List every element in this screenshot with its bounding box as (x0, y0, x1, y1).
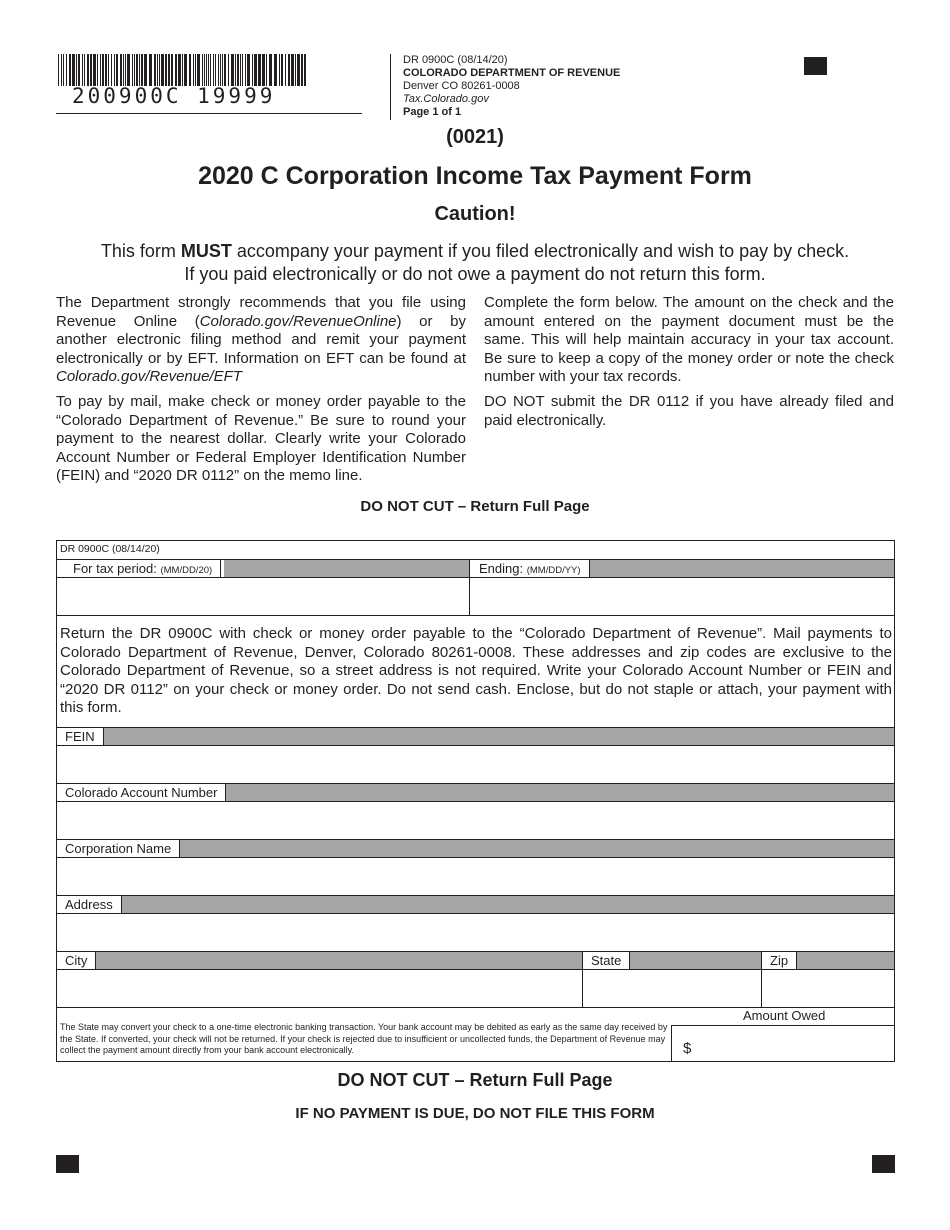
barcode-bar (66, 54, 67, 86)
zip-input[interactable] (762, 970, 894, 1006)
barcode-bar (279, 54, 280, 86)
registration-mark-bottom-right (872, 1155, 895, 1173)
barcode-bar (178, 54, 181, 86)
barcode-bar (136, 54, 138, 86)
barcode-bar (266, 54, 267, 86)
barcode-bar (215, 54, 216, 86)
barcode-bar (291, 54, 294, 86)
barcode-bar (222, 54, 223, 86)
barcode-bar (87, 54, 89, 86)
barcode-bar (301, 54, 303, 86)
barcode-bar (304, 54, 306, 86)
registration-mark-bottom-left (56, 1155, 79, 1173)
do-not-cut-top: DO NOT CUT – Return Full Page (360, 498, 590, 515)
barcode-bar (123, 54, 124, 86)
barcode-bar (149, 54, 152, 86)
barcode-bar (206, 54, 207, 86)
ending-label (471, 560, 590, 578)
barcode-bar (134, 54, 135, 86)
department-address: Denver CO 80261-0008 (403, 80, 520, 92)
barcode-bar (197, 54, 200, 86)
must-notice-text-b: accompany your payment if you filed electronically and wish to pay by check. (231, 241, 850, 261)
barcode-bar (224, 54, 226, 86)
must-notice-line2: If you paid electronically or do not owe a payment do not return this form. (184, 264, 766, 284)
barcode-bar (144, 54, 147, 86)
do-not-cut-bottom: DO NOT CUT – Return Full Page (337, 1070, 613, 1090)
barcode-bar (242, 54, 243, 86)
barcode-bar (204, 54, 205, 86)
barcode-bar (141, 54, 143, 86)
barcode-bar (218, 54, 219, 86)
barcode-bar (175, 54, 177, 86)
barcode-bar (132, 54, 133, 86)
barcode-bar (220, 54, 221, 86)
do-not-submit-paragraph: DO NOT submit the DR 0112 if you have already filed and paid electronically. (484, 392, 894, 429)
barcode-bar (269, 54, 272, 86)
barcode-bar (252, 54, 253, 86)
barcode-bar (231, 54, 234, 86)
page-title: 2020 C Corporation Income Tax Payment Form (198, 162, 752, 190)
barcode-bars (56, 54, 308, 86)
barcode-bar (237, 54, 239, 86)
payment-form (56, 540, 895, 1062)
amount-owed-input[interactable] (697, 1026, 894, 1061)
ending-input[interactable] (581, 560, 894, 577)
barcode-bar (84, 54, 85, 86)
revenue-online-link[interactable]: Colorado.gov/RevenueOnline (199, 312, 397, 330)
mailing-instructions: Return the DR 0900C with check or money order payable to the “Colorado Department of Revenue”. Mail payments to Colorado Department of Revenue, Denver, Colorado 80261-0008. These addresses and zip codes are exclusive to the Colorado Department of Revenue, so a street address is not required. Write your Colorado Account Number or FEIN and “2020 DR 0112” on your check or money order. Do not send cash. Enclose, but do not staple or attach, your payment with this form. (60, 625, 892, 716)
address-input[interactable] (57, 914, 894, 950)
barcode-bar (210, 54, 211, 86)
barcode-bar (213, 54, 214, 86)
barcode-bar (72, 54, 75, 86)
barcode-bar (159, 54, 160, 86)
fein-label: FEIN (57, 728, 104, 746)
account-number-input[interactable] (57, 802, 894, 838)
barcode-bar (127, 54, 130, 86)
barcode-bar (161, 54, 164, 86)
department-website[interactable]: Tax.Colorado.gov (403, 93, 489, 105)
corporation-name-input[interactable] (57, 858, 894, 894)
barcode-bar (78, 54, 80, 86)
state-input[interactable] (583, 970, 761, 1006)
no-payment-notice: IF NO PAYMENT IS DUE, DO NOT FILE THIS FORM (295, 1105, 655, 1122)
barcode-bar (90, 54, 92, 86)
divider (469, 559, 470, 615)
barcode-bar (184, 54, 187, 86)
barcode-bar (208, 54, 209, 86)
form-code: (0021) (446, 126, 504, 148)
check-conversion-disclaimer: The State may convert your check to a one-time electronic banking transaction. Your bank account may be debited as early as the same day received by the State. If converted, your check will not be returned. If your check is rejected due to insufficient or uncollected funds, the Department of Revenue may collect the payment amount directly from your bank account electronically. (60, 1022, 668, 1056)
must-notice (0, 240, 950, 286)
account-number-label: Colorado Account Number (57, 784, 226, 802)
barcode-bar (154, 54, 156, 86)
barcode-bar (61, 54, 62, 86)
corp-name-field-bar (57, 840, 894, 857)
barcode-bar (93, 54, 96, 86)
divider (57, 577, 894, 578)
barcode-bar (281, 54, 283, 86)
efile-paragraph (56, 294, 466, 387)
left-column-text (56, 294, 466, 492)
barcode-bar (76, 54, 77, 86)
barcode-bar (114, 54, 115, 86)
state-label: State (583, 952, 630, 970)
barcode-bar (235, 54, 236, 86)
barcode-bar (228, 54, 229, 86)
barcode-bar (168, 54, 170, 86)
divider (671, 1025, 672, 1061)
barcode-bar (258, 54, 261, 86)
barcode-number: 200900C 19999 (72, 84, 276, 108)
amount-owed-label: Amount Owed (743, 1008, 826, 1023)
tax-period-input[interactable] (224, 560, 469, 577)
caution-heading: Caution! (434, 203, 516, 225)
divider (57, 615, 894, 616)
efile-text-a: The Department strongly recommends that you file using Revenue Online ( (56, 294, 466, 330)
barcode-bar (111, 54, 112, 86)
barcode-bar (139, 54, 140, 86)
tax-period-label (65, 560, 221, 578)
barcode-bar (262, 54, 265, 86)
registration-mark-top-right (804, 57, 827, 75)
zip-label: Zip (762, 952, 797, 970)
barcode-bar (202, 54, 203, 86)
barcode-bar (189, 54, 191, 86)
efile-text-b: ) or by another electronic filing method and remit your payment electronically or by EFT. Information on EFT can be found at (56, 312, 467, 367)
city-input[interactable] (57, 970, 582, 1006)
barcode-bar (171, 54, 173, 86)
fein-input[interactable] (57, 746, 894, 782)
barcode-bar (274, 54, 277, 86)
barcode-bar (97, 54, 98, 86)
address-label: Address (57, 896, 122, 914)
corporation-name-label: Corporation Name (57, 840, 180, 858)
address-field-bar (57, 896, 894, 913)
barcode-bar (69, 54, 71, 86)
barcode-bar (254, 54, 257, 86)
barcode-bar (165, 54, 167, 86)
ending-label-text: Ending: (479, 561, 524, 576)
barcode-bar (245, 54, 246, 86)
form-id: DR 0900C (08/14/20) (60, 543, 160, 555)
city-label: City (57, 952, 96, 970)
barcode-bar (120, 54, 122, 86)
ending-format: (MM/DD/YY) (526, 565, 581, 576)
barcode-bar (182, 54, 183, 86)
form-header-info (390, 54, 620, 120)
barcode-bar (295, 54, 296, 86)
must-notice-text-a: This form (100, 241, 181, 261)
barcode (56, 54, 362, 114)
tax-period-format: (MM/DD/20) (160, 565, 213, 576)
barcode-bar (116, 54, 118, 86)
barcode-bar (247, 54, 250, 86)
barcode-bar (288, 54, 290, 86)
barcode-bar (58, 54, 59, 86)
barcode-bar (102, 54, 104, 86)
barcode-bar (297, 54, 300, 86)
barcode-bar (105, 54, 107, 86)
right-column-text (484, 294, 894, 436)
barcode-bar (193, 54, 194, 86)
barcode-bar (108, 54, 109, 86)
barcode-bar (240, 54, 241, 86)
department-name: COLORADO DEPARTMENT OF REVENUE (403, 67, 621, 79)
must-notice-bold: MUST (180, 241, 232, 261)
dollar-sign: $ (683, 1040, 692, 1057)
barcode-bar (82, 54, 83, 86)
barcode-bar (285, 54, 286, 86)
complete-form-paragraph: Complete the form below. The amount on the check and the amount entered on the payment document must be the same. This will help maintain accuracy in your tax account. Be sure to keep a copy of the money order or note the check number with your tax records. (484, 294, 894, 386)
page-indicator: Page 1 of 1 (403, 106, 462, 118)
eft-link[interactable]: Colorado.gov/Revenue/EFT (56, 368, 242, 386)
mail-payment-paragraph: To pay by mail, make check or money order payable to the “Colorado Department of Revenue.” Be sure to round your payment to the nearest dollar. Clearly write your Colorado Account Number or Federal Employer Identification Number (FEIN) and “2020 DR 0112” on the memo line. (56, 392, 466, 485)
tax-period-label-text: For tax period: (73, 561, 157, 576)
form-number: DR 0900C (08/14/20) (403, 54, 508, 66)
barcode-bar (195, 54, 196, 86)
barcode-bar (157, 54, 158, 86)
barcode-bar (63, 54, 64, 86)
barcode-bar (100, 54, 101, 86)
fein-field-bar (57, 728, 894, 745)
barcode-bar (125, 54, 126, 86)
